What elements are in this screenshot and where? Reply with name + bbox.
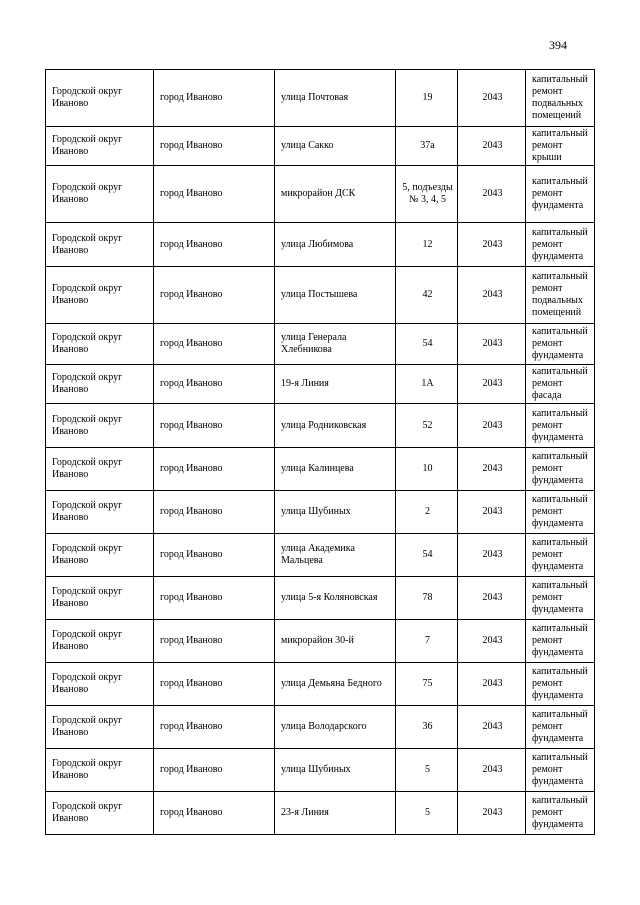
cell-house-number: 5 [396, 749, 458, 792]
cell-settlement: город Иваново [154, 267, 275, 324]
table-row [46, 749, 595, 792]
cell-municipal-district: Городской округ Иваново [46, 620, 154, 663]
table-row [46, 166, 595, 223]
cell-municipal-district: Городской округ Иваново [46, 792, 154, 835]
cell-house-number: 5 [396, 792, 458, 835]
cell-year: 2043 [458, 620, 526, 663]
cell-work-type: капитальный ремонт фундамента [526, 577, 595, 620]
cell-settlement: город Иваново [154, 491, 275, 534]
cell-work-type: капитальный ремонт фундамента [526, 404, 595, 448]
cell-work-type: капитальный ремонт фундамента [526, 491, 595, 534]
cell-settlement: город Иваново [154, 534, 275, 577]
cell-year: 2043 [458, 365, 526, 404]
table-row [46, 491, 595, 534]
cell-house-number: 5, подъезды № 3, 4, 5 [396, 166, 458, 223]
cell-house-number: 42 [396, 267, 458, 324]
cell-settlement: город Иваново [154, 620, 275, 663]
cell-municipal-district: Городской округ Иваново [46, 365, 154, 404]
cell-settlement: город Иваново [154, 577, 275, 620]
cell-settlement: город Иваново [154, 663, 275, 706]
cell-work-type: капитальный ремонт фундамента [526, 663, 595, 706]
cell-settlement: город Иваново [154, 749, 275, 792]
cell-municipal-district: Городской округ Иваново [46, 577, 154, 620]
cell-municipal-district: Городской округ Иваново [46, 223, 154, 267]
cell-municipal-district: Городской округ Иваново [46, 267, 154, 324]
cell-street: 23-я Линия [275, 792, 396, 835]
cell-street: улица Академика Мальцева [275, 534, 396, 577]
cell-work-type: капитальный ремонт подвальных помещений [526, 267, 595, 324]
table-row [46, 577, 595, 620]
cell-work-type: капитальный ремонт фасада [526, 365, 595, 404]
cell-year: 2043 [458, 267, 526, 324]
cell-house-number: 10 [396, 448, 458, 491]
cell-house-number: 37а [396, 127, 458, 166]
cell-street: улица Постышева [275, 267, 396, 324]
cell-work-type: капитальный ремонт фундамента [526, 792, 595, 835]
cell-settlement: город Иваново [154, 223, 275, 267]
cell-year: 2043 [458, 324, 526, 365]
cell-settlement: город Иваново [154, 792, 275, 835]
table-row [46, 620, 595, 663]
cell-street: микрорайон 30-й [275, 620, 396, 663]
table-row [46, 706, 595, 749]
cell-work-type: капитальный ремонт фундамента [526, 324, 595, 365]
table-row [46, 792, 595, 835]
table-row [46, 267, 595, 324]
table-row [46, 663, 595, 706]
cell-work-type: капитальный ремонт крыши [526, 127, 595, 166]
cell-work-type: капитальный ремонт фундамента [526, 620, 595, 663]
cell-work-type: капитальный ремонт подвальных помещений [526, 70, 595, 127]
cell-year: 2043 [458, 127, 526, 166]
cell-street: улица Шубиных [275, 749, 396, 792]
cell-municipal-district: Городской округ Иваново [46, 491, 154, 534]
page-number: 394 [549, 38, 567, 52]
cell-work-type: капитальный ремонт фундамента [526, 706, 595, 749]
cell-settlement: город Иваново [154, 404, 275, 448]
cell-street: улица Генерала Хлебникова [275, 324, 396, 365]
cell-street: улица 5-я Коляновская [275, 577, 396, 620]
cell-street: улица Сакко [275, 127, 396, 166]
cell-house-number: 7 [396, 620, 458, 663]
table-row [46, 324, 595, 365]
cell-work-type: капитальный ремонт фундамента [526, 448, 595, 491]
cell-municipal-district: Городской округ Иваново [46, 127, 154, 166]
cell-municipal-district: Городской округ Иваново [46, 534, 154, 577]
table-row [46, 534, 595, 577]
cell-house-number: 19 [396, 70, 458, 127]
cell-municipal-district: Городской округ Иваново [46, 663, 154, 706]
cell-year: 2043 [458, 404, 526, 448]
cell-year: 2043 [458, 166, 526, 223]
cell-house-number: 54 [396, 534, 458, 577]
cell-year: 2043 [458, 663, 526, 706]
cell-house-number: 75 [396, 663, 458, 706]
cell-year: 2043 [458, 534, 526, 577]
cell-municipal-district: Городской округ Иваново [46, 706, 154, 749]
cell-year: 2043 [458, 491, 526, 534]
cell-year: 2043 [458, 448, 526, 491]
repair-schedule-table [45, 69, 595, 835]
cell-work-type: капитальный ремонт фундамента [526, 223, 595, 267]
cell-work-type: капитальный ремонт фундамента [526, 534, 595, 577]
cell-municipal-district: Городской округ Иваново [46, 404, 154, 448]
cell-work-type: капитальный ремонт фундамента [526, 166, 595, 223]
cell-year: 2043 [458, 70, 526, 127]
cell-municipal-district: Городской округ Иваново [46, 749, 154, 792]
cell-street: 19-я Линия [275, 365, 396, 404]
table-row [46, 365, 595, 404]
cell-house-number: 78 [396, 577, 458, 620]
cell-street: улица Родниковская [275, 404, 396, 448]
cell-house-number: 1А [396, 365, 458, 404]
cell-house-number: 52 [396, 404, 458, 448]
cell-settlement: город Иваново [154, 166, 275, 223]
cell-year: 2043 [458, 792, 526, 835]
cell-settlement: город Иваново [154, 324, 275, 365]
table-row [46, 127, 595, 166]
cell-municipal-district: Городской округ Иваново [46, 166, 154, 223]
cell-municipal-district: Городской округ Иваново [46, 70, 154, 127]
cell-street: улица Володарского [275, 706, 396, 749]
cell-house-number: 12 [396, 223, 458, 267]
cell-house-number: 2 [396, 491, 458, 534]
cell-settlement: город Иваново [154, 706, 275, 749]
table-row [46, 404, 595, 448]
cell-municipal-district: Городской округ Иваново [46, 448, 154, 491]
cell-house-number: 54 [396, 324, 458, 365]
cell-street: микрорайон ДСК [275, 166, 396, 223]
cell-street: улица Демьяна Бедного [275, 663, 396, 706]
table-row [46, 70, 595, 127]
cell-street: улица Шубиных [275, 491, 396, 534]
table-row [46, 448, 595, 491]
cell-year: 2043 [458, 706, 526, 749]
cell-settlement: город Иваново [154, 448, 275, 491]
cell-settlement: город Иваново [154, 127, 275, 166]
cell-street: улица Калинцева [275, 448, 396, 491]
table-body [46, 70, 595, 835]
table-row [46, 223, 595, 267]
cell-year: 2043 [458, 577, 526, 620]
cell-municipal-district: Городской округ Иваново [46, 324, 154, 365]
cell-street: улица Любимова [275, 223, 396, 267]
cell-year: 2043 [458, 749, 526, 792]
cell-work-type: капитальный ремонт фундамента [526, 749, 595, 792]
cell-settlement: город Иваново [154, 70, 275, 127]
cell-year: 2043 [458, 223, 526, 267]
cell-settlement: город Иваново [154, 365, 275, 404]
cell-house-number: 36 [396, 706, 458, 749]
cell-street: улица Почтовая [275, 70, 396, 127]
